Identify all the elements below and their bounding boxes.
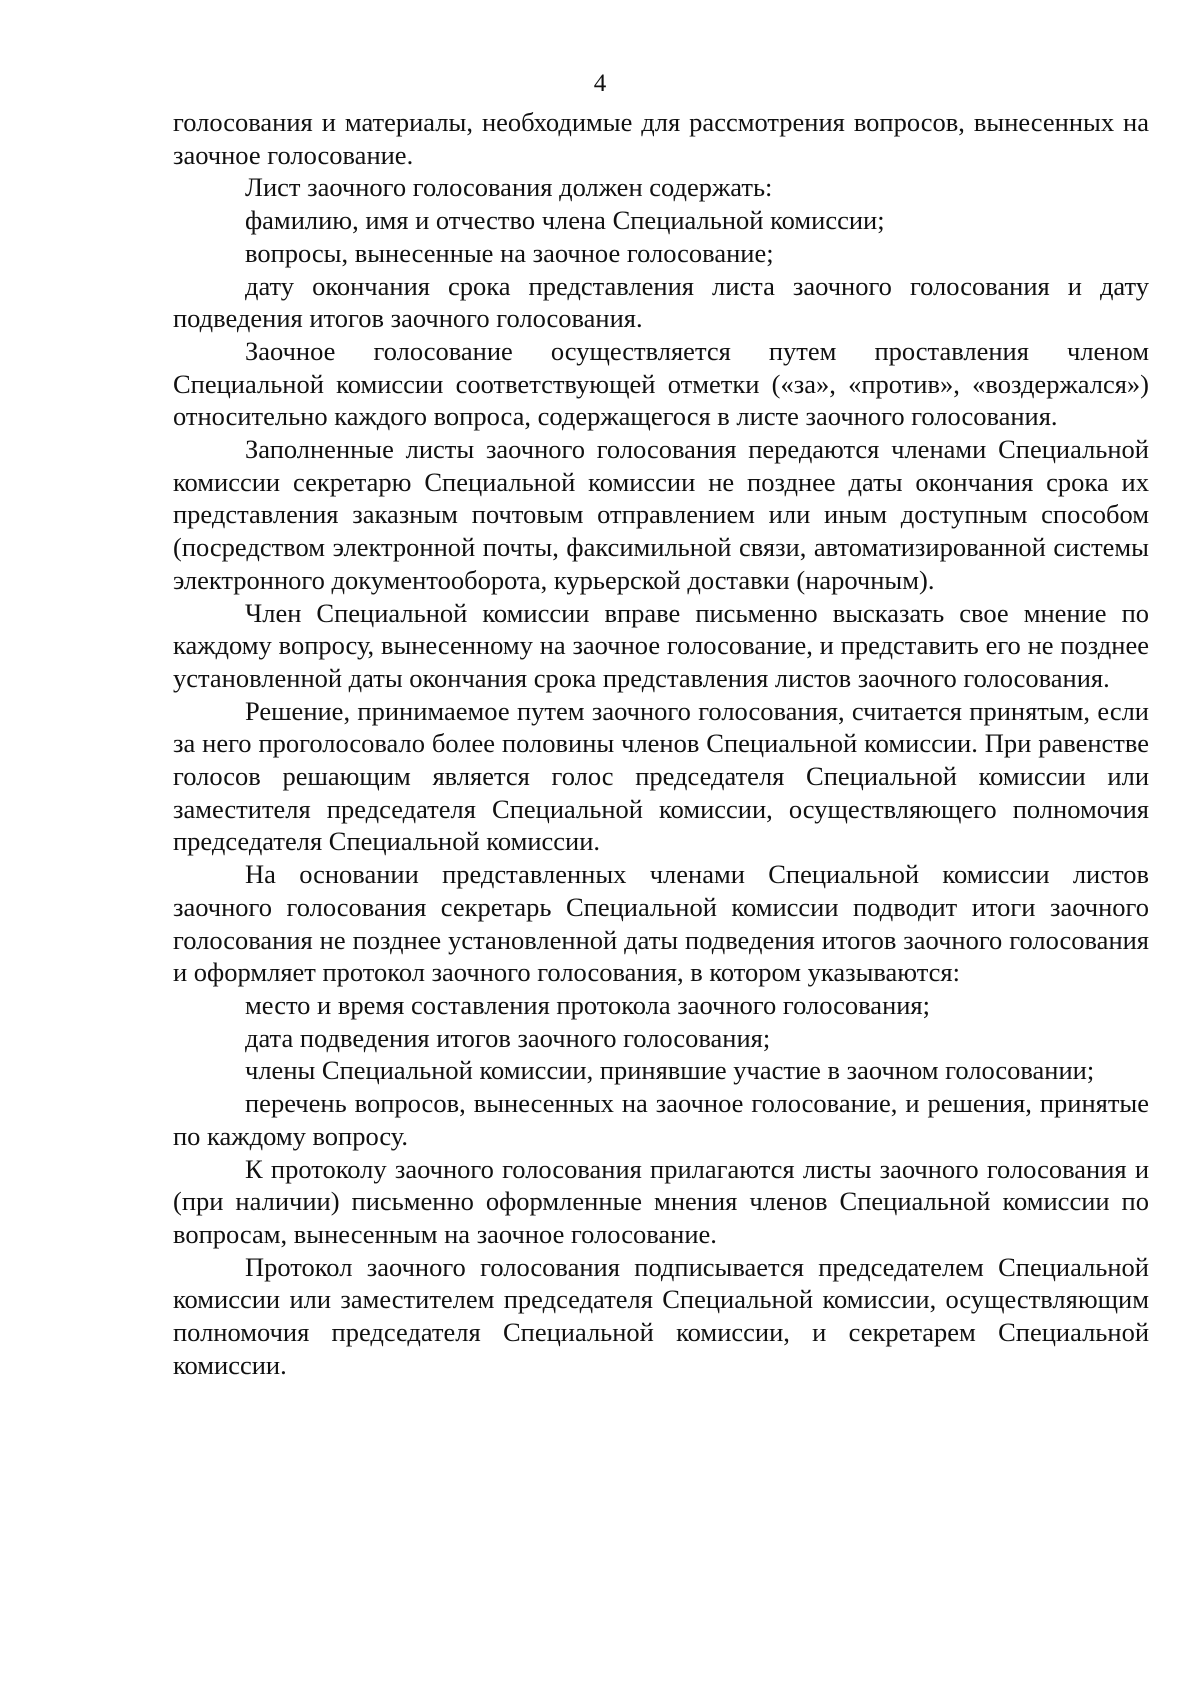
paragraph-1: голосования и материалы, необходимые для рассмотрения вопросов, вынесенных на заочное голосование. [173, 107, 1149, 170]
paragraph-12: дата подведения итогов заочного голосования; [245, 1022, 771, 1053]
paragraph-8: Член Специальной комиссии вправе письменно высказать свое мнение по каждому вопросу, вынесенному на заочное голосование, и представить его не позднее установленной даты окончания срока представления листов заочного голосования. [173, 597, 1149, 693]
paragraph-16: Протокол заочного голосования подписывается председателем Специальной комиссии или заместителем председателя Специальной комиссии, осуществляющим полномочия председателя Специальной комиссии, и секретарем Специальной комиссии. [173, 1251, 1149, 1380]
paragraph-14: перечень вопросов, вынесенных на заочное голосование, и решения, принятые по каждому вопросу. [173, 1088, 1149, 1151]
paragraph-5: дату окончания срока представления листа заочного голосования и дату подведения итогов заочного голосования. [173, 270, 1149, 334]
paragraph-10: На основании представленных членами Специальной комиссии листов заочного голосования секретарь Специальной комиссии подводит итоги заочного голосования не позднее установленной даты подведения итогов заочного голосования и оформляет протокол заочного голосования, в котором указываются: [173, 859, 1149, 988]
paragraph-4: вопросы, вынесенные на заочное голосование; [245, 237, 774, 268]
document-body [173, 106, 1149, 1381]
paragraph-11: место и время составления протокола заочного голосования; [245, 989, 930, 1020]
paragraph-3: фамилию, имя и отчество члена Специальной комиссии; [245, 205, 885, 236]
paragraph-13: члены Специальной комиссии, принявшие участие в заочном голосовании; [245, 1055, 1095, 1086]
paragraph-15: К протоколу заочного голосования прилагаются листы заочного голосования и (при наличии) письменно оформленные мнения членов Специальной комиссии по вопросам, вынесенным на заочное голосование. [173, 1153, 1149, 1249]
paragraph-7: Заполненные листы заочного голосования передаются членами Специальной комиссии секретарю Специальной комиссии не позднее даты окончания срока их представления заказным почтовым отправлением или иным доступным способом (посредством электронной почты, факсимильной связи, автоматизированной системы электронного документооборота, курьерской доставки (нарочным). [173, 434, 1149, 595]
paragraph-2: Лист заочного голосования должен содержать: [245, 172, 773, 203]
page-number: 4 [593, 70, 607, 97]
paragraph-9: Решение, принимаемое путем заочного голосования, считается принятым, если за него проголосовало более половины членов Специальной комиссии. При равенстве голосов решающим является голос председателя Специальной комиссии или заместителя председателя Специальной комиссии, осуществляющего полномочия председателя Специальной комиссии. [173, 695, 1149, 857]
paragraph-6: Заочное голосование осуществляется путем проставления членом Специальной комиссии соответствующей отметки («за», «против», «воздержался») относительно каждого вопроса, содержащегося в листе заочного голосования. [173, 335, 1149, 432]
